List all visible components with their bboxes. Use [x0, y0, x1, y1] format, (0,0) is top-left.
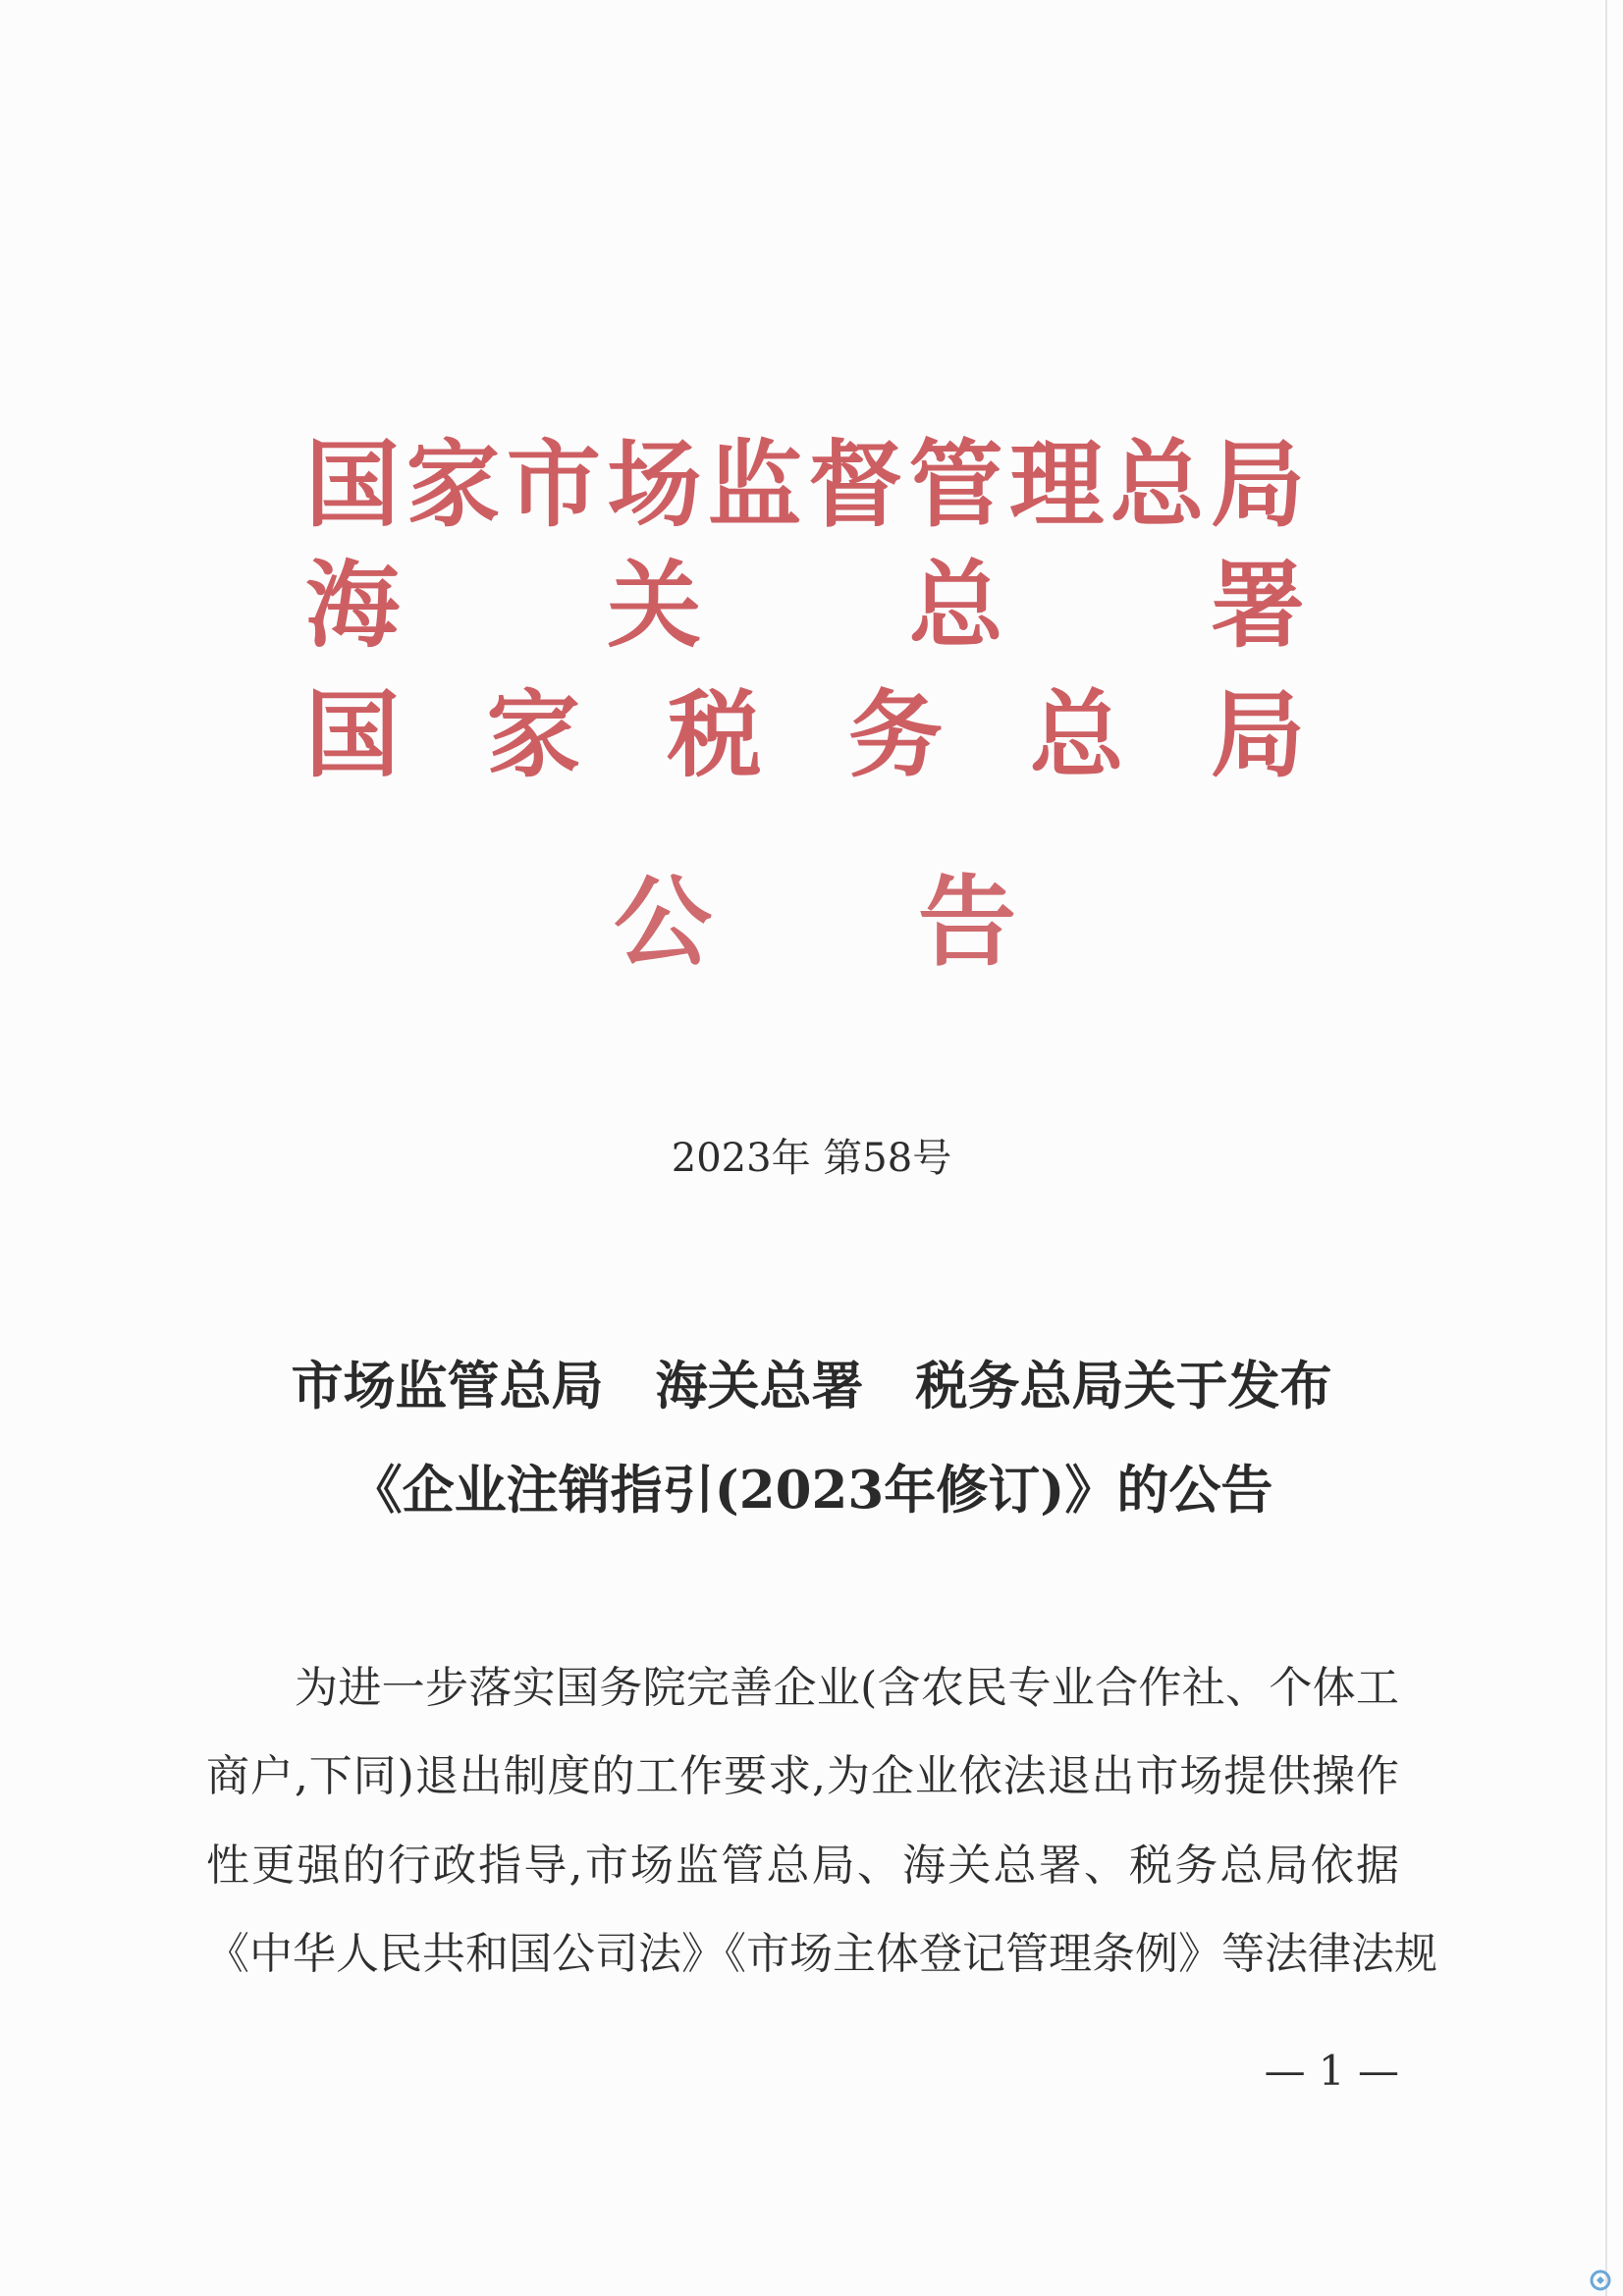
issuer-char: 局: [1210, 679, 1305, 790]
logo-icon: [1590, 2269, 1611, 2291]
issuer-line-3: [304, 677, 1306, 793]
issuer-char: 总: [1029, 679, 1124, 790]
issuer-char: 国: [305, 679, 400, 790]
issuer-char: 理: [1009, 429, 1105, 540]
body-text-line: 商户,下同)退出制度的工作要求,为企业依法退出市场提供操作: [206, 1751, 1399, 1801]
issuer-char: 署: [1210, 550, 1305, 661]
issuer-char: 管: [908, 429, 1003, 540]
issuer-char: 局: [1210, 429, 1305, 540]
body-text-line: 为进一步落实国务院完善企业(含农民专业合作社、个体工: [295, 1663, 1399, 1713]
body-text-line: 性更强的行政指导,市场监管总局、海关总署、税务总局依据: [206, 1841, 1399, 1891]
issuer-char: 总: [1109, 429, 1205, 540]
watermark: [1523, 2269, 1611, 2292]
document-title-line-2: 《企业注销指引(2023年修订)》的公告: [350, 1460, 1273, 1521]
page-number: — 1 —: [1264, 2047, 1399, 2095]
document-number: 2023年 第58号: [671, 1136, 952, 1181]
issuer-char: 海: [305, 550, 400, 661]
body-text-line: 《中华人民共和国公司法》《市场主体登记管理条例》等法律法规: [206, 1929, 1437, 1979]
issuer-char: 督: [808, 429, 903, 540]
notice-heading: [614, 864, 1016, 980]
issuer-char: 家: [406, 429, 501, 540]
issuer-char: 场: [607, 429, 702, 540]
document-title-line-1: 市场监管总局 海关总署 税务总局关于发布: [291, 1356, 1332, 1416]
issuer-char: 税: [667, 679, 762, 790]
issuer-char: 国: [305, 429, 400, 540]
issuer-char: 总: [908, 550, 1003, 661]
issuer-line-1: [304, 427, 1306, 543]
issuer-char: 关: [607, 550, 702, 661]
issuer-char: 市: [506, 429, 601, 540]
issuer-char: 家: [486, 679, 581, 790]
notice-char: 公: [614, 864, 712, 980]
issuer-char: 务: [848, 679, 944, 790]
notice-char: 告: [918, 864, 1016, 980]
issuer-line-2: [304, 548, 1306, 664]
issuer-char: 监: [707, 429, 802, 540]
